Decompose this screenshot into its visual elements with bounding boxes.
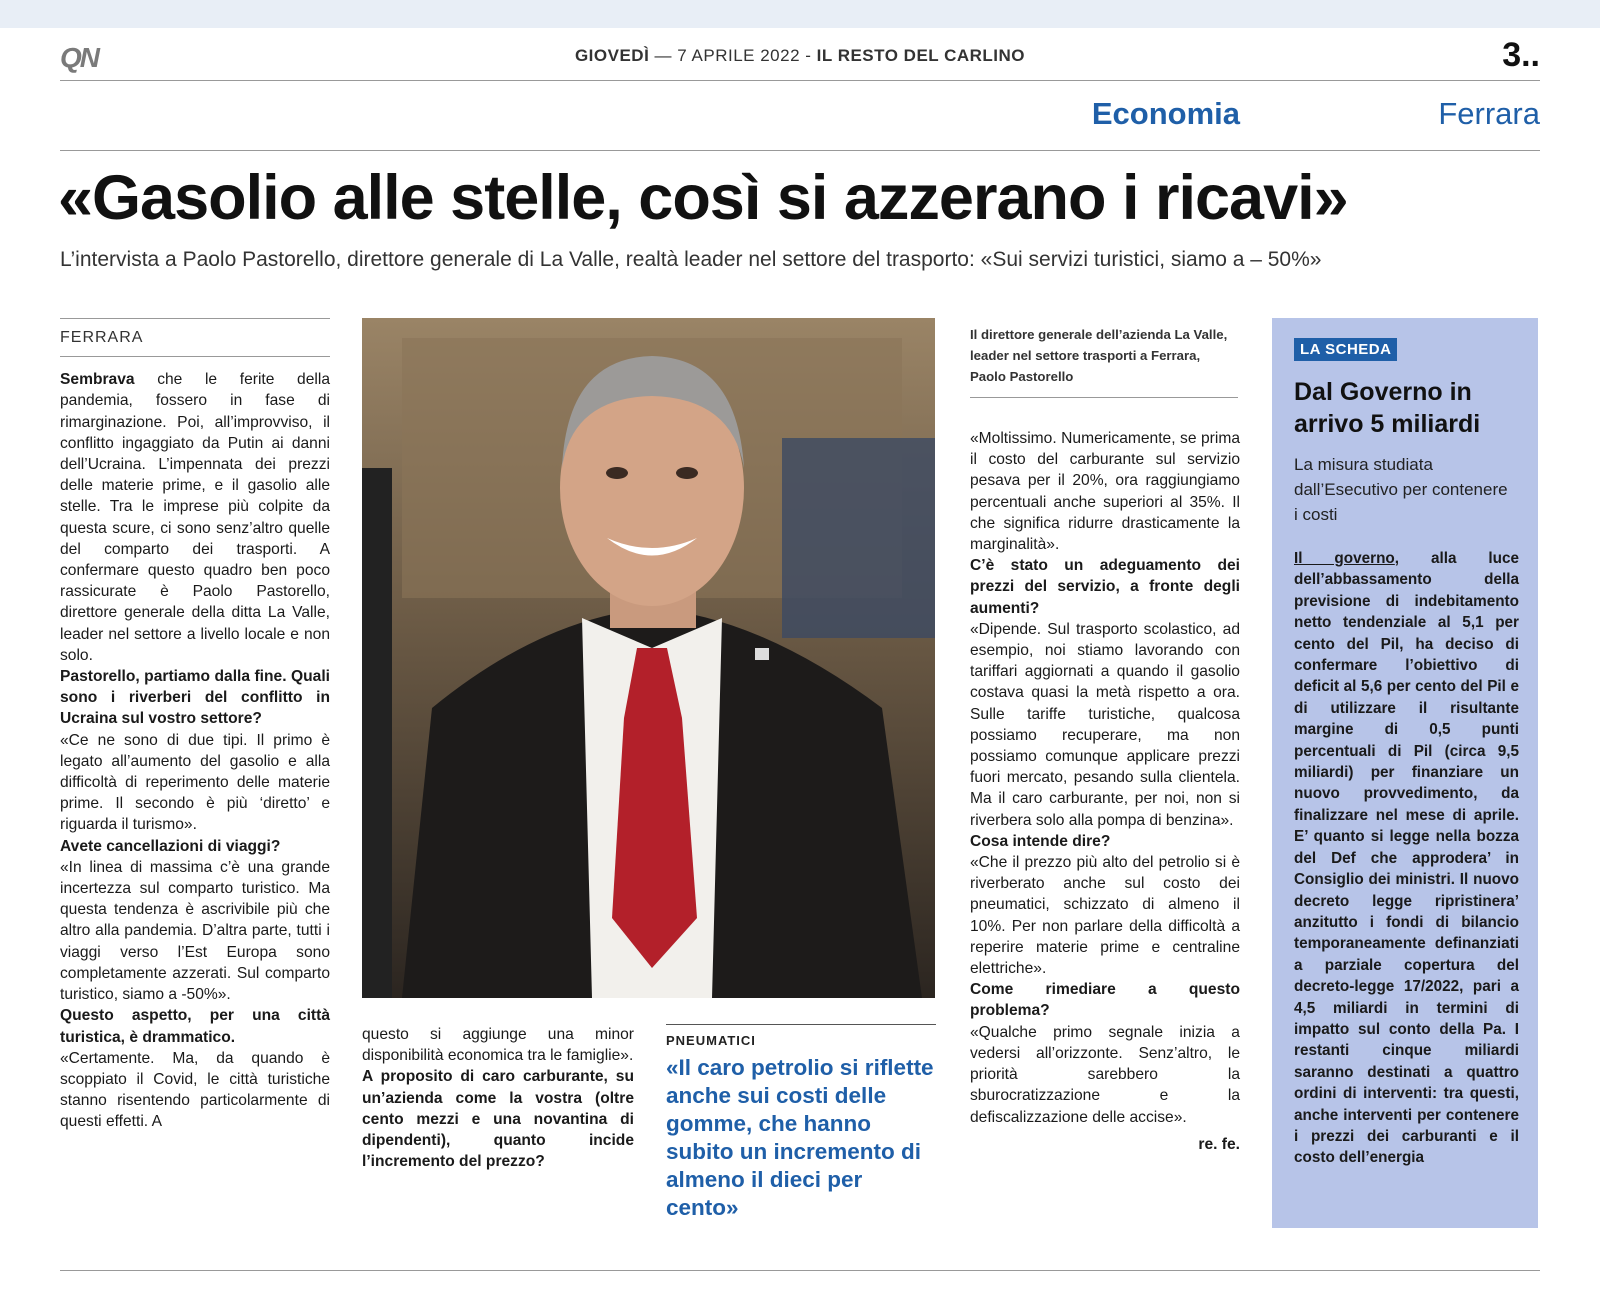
sidebar-subtitle: La misura studiata dall’Esecutivo per contenere i costi [1294,455,1508,524]
section-bar [60,90,1540,151]
interview-paragraph: questo si aggiunge una minor disponibilità economica tra le famiglie». [362,1026,634,1065]
headline: «Gasolio alle stelle, così si azzerano i ricavi» [58,163,1348,233]
article-lead-word: Sembrava [60,371,135,389]
sidebar-body [1294,548,1519,1169]
interview-question: Pastorello, partiamo dalla fine. Quali sono i riverberi del conflitto in Ucraina sul vostro settore? [60,668,330,728]
interview-question: Questo aspetto, per una città turistica, è drammatico. [60,1007,330,1046]
interview-question: Come rimediare a questo problema? [970,981,1240,1020]
pull-quote [666,1024,936,1222]
page-number: 3.. [1502,36,1540,74]
author-signature: re. fe. [1198,1135,1240,1153]
portrait-photo [362,318,935,998]
portrait-illustration [362,318,935,998]
newspaper-page [0,28,1600,1300]
interview-paragraph: «Ce ne sono di due tipi. Il primo è legato all’aumento del gasolio e alla difficoltà di reperimento delle materie prime. Il secondo è più ‘diretto’ e riguarda il turismo». [60,731,330,834]
article-location: FERRARA [60,318,330,357]
interview-question: A proposito di caro carburante, su un’azienda come la vostra (oltre cento mezzi e una novantina di dipendenti), quanto incide l’incremento del prezzo? [362,1068,634,1171]
column-3-body [970,428,1240,1128]
interview-question: C’è stato un adeguamento dei prezzi del servizio, a fronte degli aumenti? [970,557,1240,617]
footer-rule [60,1270,1540,1271]
interview-paragraph: «In linea di massima c’è una grande incertezza sul comparto turistico. Ma questa tendenza è ascrivibile più che altro alla pandemia. D’altra parte, tutti i viaggi verso l’Est Europa sono completamente azzerati. Sul comparto turistico, siamo a -50%». [60,858,330,1004]
sidebar-body-text: , alla luce dell’abbassamento della previsione di indebitamento netto tendenziale al 5,1 per cento del Pil, ha deciso di confermare l’obiettivo di deficit al 5,6 per cento del Pil e di utilizzare il risultante margine di 0,5 punti percentuali di Pil (circa 9,5 miliardi) per finanziare un nuovo provvedimento, da finalizzare nel mese di aprile. E’ quanto si legge nella bozza del Def che approdera’ in Consiglio dei ministri. Il nuovo decreto legge ripristinera’ anzitutto i fondi di bilancio temporaneamente definanziati a parziale copertura del decreto-legge 17/2022, pari a 4,5 miliardi in termini di impatto sul conto della Pa. I restanti cinque miliardi saranno destinati a quattro ordini di interventi: tra questi, anche interventi per contenere i prezzi dei carburanti e il costo dell’energia [1294,550,1520,1167]
sidebar-tag: LA SCHEDA [1294,338,1397,361]
pull-quote-text: «Il caro petrolio si riflette anche sui costi delle gomme, che hanno subito un incremento di almeno il dieci per cento» [666,1055,934,1220]
column-2-body [362,1024,634,1172]
interview-question: Cosa intende dire? [970,832,1111,850]
article-column-2 [362,1024,634,1172]
interview-paragraph: «Qualche primo segnale inizia a vedersi all’orizzonte. Senz’altro, le priorità sarebbero la sburocratizzazione e la defiscalizzazione delle accise». [970,1023,1240,1126]
newspaper-logo: QN [60,42,98,73]
article-column-1 [60,318,330,1133]
photo-caption: Il direttore generale dell’azienda La Valle, leader nel settore trasporti a Ferrara, Paolo Pastorello [970,324,1238,398]
article-column-3 [970,428,1240,1155]
masthead [60,38,1540,81]
pull-quote-kicker: PNEUMATICI [666,1033,756,1048]
interview-paragraph [60,369,330,666]
interview-paragraph: «Moltissimo. Numericamente, se prima il costo del carburante sul servizio pesava per il 20%, ora raggiungiamo percentuali anche superiori al 35%. Il che significa ridurre drasticamente la marginalità». [970,430,1240,554]
interview-paragraph: «Che il prezzo più alto del petrolio si è riverberato anche sul costo dei pneumatici, schizzato di almeno il 10%. Per non parlare della difficoltà a reperire materie prime e centraline elettriche». [970,854,1240,978]
sidebar-box [1272,318,1538,1228]
dateline: GIOVEDÌ — 7 APRILE 2022 - IL RESTO DEL CARLINO [574,46,1026,65]
sidebar-title: Dal Governo in arrivo 5 miliardi [1294,378,1481,438]
subheadline: L’intervista a Paolo Pastorello, direttore generale di La Valle, realtà leader nel settore del trasporto: «Sui servizi turistici, siamo a – 50%» [60,248,1322,271]
dateline-paper: IL RESTO DEL CARLINO [816,46,1026,65]
section-city: Ferrara [1438,96,1540,131]
interview-question: Avete cancellazioni di viaggi? [60,837,281,855]
article-lead-text: che le ferite della pandemia, fossero in fase di rimarginazione. Poi, all’improvviso, il conflitto ingaggiato da Putin ai danni dell’Ucraina. L’impennata dei prezzi delle materie prime, e il gasolio alle stelle. Tra le imprese più colpite da questa scure, ci sono senz’altro quelle del comparto dei trasporti. A confermare questo quadro ben poco rassicurate è Paolo Pastorello, direttore generale della ditta La Valle, leader nel settore a livello locale e non solo. [60,371,330,664]
dateline-date: 7 APRILE 2022 [677,46,801,65]
dateline-day: GIOVEDÌ [574,46,650,65]
interview-paragraph: «Dipende. Sul trasporto scolastico, ad esempio, noi stiamo lavorando con tariffari aggiornati a quando il gasolio costava quasi la metà rispetto a ora. Sulle tariffe turistiche, qualcosa possiamo recuperare, ma non possiamo comunque applicare prezzi fuori mercato, pesando sulla clientela. Ma il caro carburante, per noi, non si riverbera solo alla pompa di benzina». [970,620,1240,829]
interview-paragraph: «Certamente. Ma, da quando è scoppiato il Covid, le città turistiche stanno risentendo particolarmente di questi effetti. A [60,1049,330,1131]
column-1-body [60,369,330,1132]
sidebar-lead-word: Il governo [1294,550,1395,567]
section-name: Economia [1091,96,1240,131]
